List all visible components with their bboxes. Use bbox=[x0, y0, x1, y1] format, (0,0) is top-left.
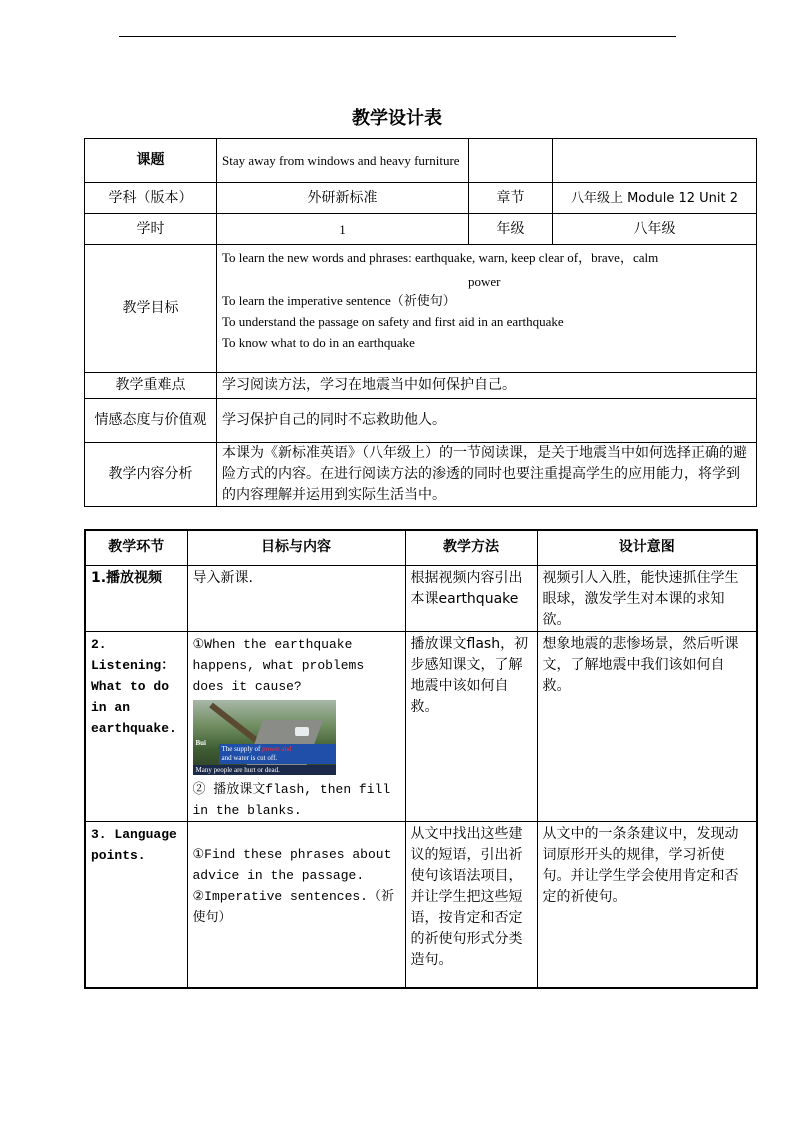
row1-intent: 视频引人入胜，能快速抓住学生眼球，激发学生对本课的求知欲。 bbox=[537, 565, 757, 631]
lesson-info-table bbox=[84, 138, 757, 507]
attitude-value: 学习保护自己的同时不忘救助他人。 bbox=[217, 399, 757, 443]
header-rule bbox=[119, 36, 676, 37]
row3-item-a: ①Find these phrases about advice in the passage. bbox=[192, 846, 392, 883]
earthquake-photo bbox=[193, 700, 336, 775]
photo-tag: Bui bbox=[195, 738, 207, 747]
row2-step: 2. Listening：What to do in an earthquake. bbox=[85, 631, 187, 821]
key-label: 教学重难点 bbox=[85, 373, 217, 399]
row2-intent: 想象地震的悲惨场景，然后听课文，了解地震中我们该如何自救。 bbox=[537, 631, 757, 821]
header-content: 目标与内容 bbox=[187, 530, 405, 565]
row2-task: ② 播放课文flash, then fill in the blanks. bbox=[192, 781, 391, 818]
row2-question: ①When the earthquake happens, what problems does it cause? bbox=[192, 636, 365, 694]
teaching-process-table bbox=[84, 529, 758, 989]
photo-caption-red: power and bbox=[262, 744, 292, 753]
goal-item: To understand the passage on safety and first aid in an earthquake bbox=[222, 314, 564, 329]
photo-footer: Many people are hurt or dead. bbox=[193, 765, 336, 775]
car bbox=[295, 727, 309, 736]
hours-value: 1 bbox=[217, 214, 469, 245]
row3-content bbox=[187, 821, 405, 988]
header-method: 教学方法 bbox=[405, 530, 537, 565]
goals-label: 教学目标 bbox=[85, 245, 217, 373]
row2-content bbox=[187, 631, 405, 821]
row3-item-b: ②Imperative sentences.（祈使句） bbox=[192, 888, 394, 925]
row3-method: 从文中找出这些建议的短语，引出祈使句该语法项目，并让学生把这些短语，按肯定和否定的祈使句形式分类造句。 bbox=[405, 821, 537, 988]
topic-empty-cell bbox=[469, 139, 553, 183]
topic-label: 课题 bbox=[85, 139, 217, 183]
photo-caption bbox=[219, 744, 336, 764]
row3-intent: 从文中的一条条建议中，发现动词原形开头的规律，学习祈使句。并让学生学会使用肯定和否定的祈使句。 bbox=[537, 821, 757, 988]
attitude-label: 情感态度与价值观 bbox=[85, 399, 217, 443]
row3-step: 3. Language points. bbox=[85, 821, 187, 988]
grade-label: 年级 bbox=[469, 214, 553, 245]
grade-value: 八年级 bbox=[553, 214, 757, 245]
page-title: 教学设计表 bbox=[352, 108, 442, 129]
subject-value: 外研新标准 bbox=[217, 183, 469, 214]
row1-content: 导入新课. bbox=[187, 565, 405, 631]
goal-item: To learn the new words and phrases: earthquake, warn, keep clear of，brave，calm bbox=[222, 250, 659, 265]
goal-item: power bbox=[468, 274, 501, 289]
goal-item: To know what to do in an earthquake bbox=[222, 335, 415, 350]
row1-method: 根据视频内容引出本课earthquake bbox=[405, 565, 537, 631]
analysis-label: 教学内容分析 bbox=[85, 443, 217, 507]
topic-empty-cell-2 bbox=[553, 139, 757, 183]
topic-value: Stay away from windows and heavy furniture bbox=[217, 139, 469, 183]
chapter-label: 章节 bbox=[469, 183, 553, 214]
chapter-value: 八年级上 Module 12 Unit 2 bbox=[553, 183, 757, 214]
header-step: 教学环节 bbox=[85, 530, 187, 565]
header-intent: 设计意图 bbox=[537, 530, 757, 565]
goals-list bbox=[217, 245, 757, 373]
row2-method: 播放课文flash，初步感知课文，了解地震中该如何自救。 bbox=[405, 631, 537, 821]
analysis-value: 本课为《新标准英语》（八年级上）的一节阅读课，是关于地震当中如何选择正确的避险方式的内容。在进行阅读方法的渗透的同时也要注重提高学生的应用能力，将学到的内容理解并运用到实际生活当中。 bbox=[217, 443, 757, 507]
photo-caption-text: The supply of bbox=[221, 744, 261, 753]
subject-label: 学科（版本） bbox=[85, 183, 217, 214]
goal-item: To learn the imperative sentence（祈使句） bbox=[222, 293, 456, 308]
photo-caption-text-2: and water is cut off. bbox=[221, 753, 278, 762]
hours-label: 学时 bbox=[85, 214, 217, 245]
key-value: 学习阅读方法，学习在地震当中如何保护自己。 bbox=[217, 373, 757, 399]
row1-step: 1.播放视频 bbox=[85, 565, 187, 631]
